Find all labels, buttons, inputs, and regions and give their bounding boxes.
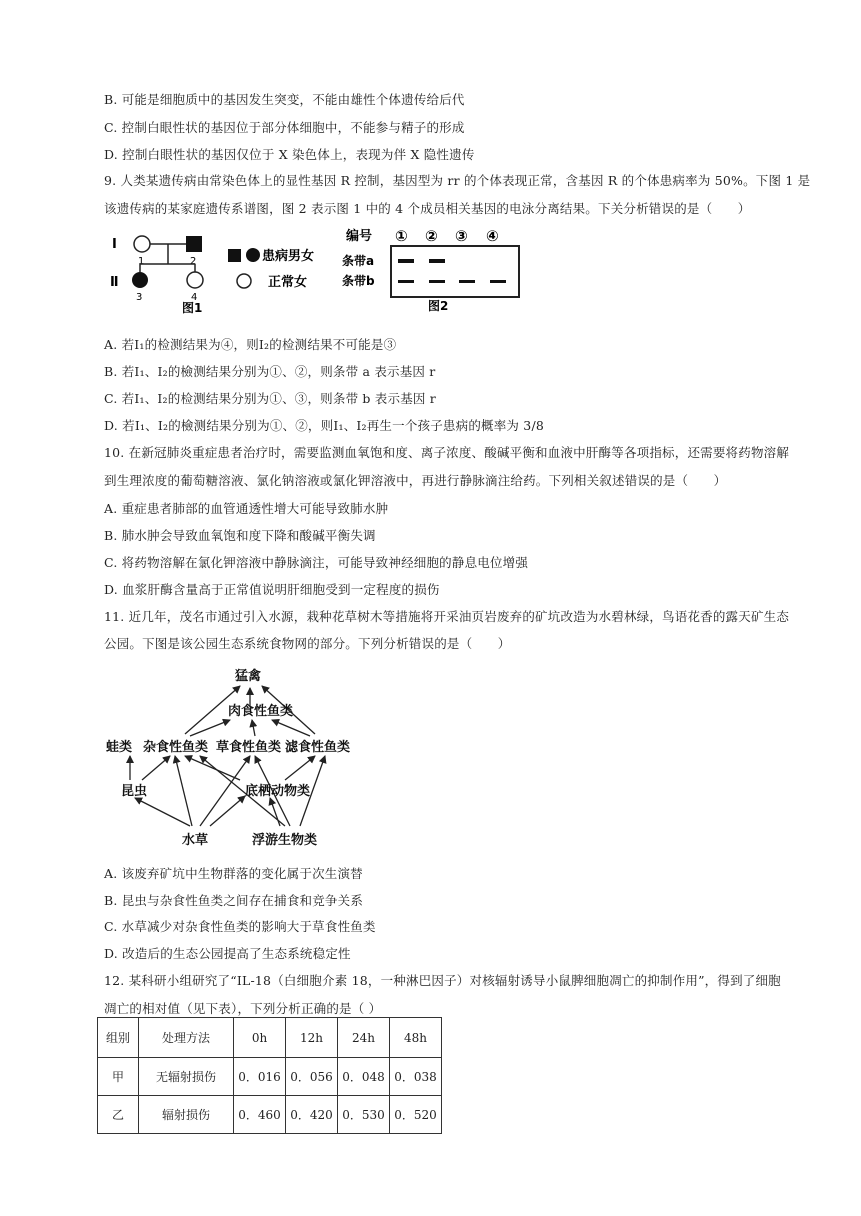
member-II4-normal-female-symbol: [187, 272, 203, 288]
q9-stem-line1: 9. 人类某遗传病由常染色体上的显性基因 R 控制，基因型为 rr 的个体表现正常，含基因 R 的个体患病率为 50%。下图 1 是: [104, 173, 811, 188]
band-b-lane-2: [429, 280, 445, 283]
member-II3-number: 3: [136, 292, 143, 303]
gel-box: [391, 246, 519, 297]
node-water-weed: 水草: [182, 833, 209, 848]
node-omnivorous-fish: 杂食性鱼类: [143, 740, 209, 755]
q11-stem-line2: 公园。下图是该公园生态系统食物网的部分。下列分析错误的是（ ）: [104, 636, 511, 651]
q10-option-c: C. 将药物溶解在氯化钾溶液中静脉滴注，可能导致神经细胞的静息电位增强: [104, 555, 529, 570]
q11-option-d: D. 改造后的生态公园提高了生态系统稳定性: [104, 946, 351, 961]
table-cell: 0．048: [338, 1058, 390, 1096]
table-cell: 甲: [98, 1058, 139, 1096]
electrophoresis-figure: [340, 222, 530, 314]
q8-option-c: C. 控制白眼性状的基因位于部分体细胞中，不能参与精子的形成: [104, 120, 465, 135]
band-a-lane-2: [429, 259, 445, 263]
lane-4-label: ④: [486, 227, 499, 245]
node-herbivorous-fish: 草食性鱼类: [216, 740, 282, 755]
node-raptor: 猛禽: [235, 669, 262, 684]
table-header-cell: 24h: [338, 1018, 390, 1058]
figure-1-caption: 图1: [182, 301, 203, 315]
legend-normal-female-icon: [237, 274, 251, 288]
legend-affected-label: 患病男女: [262, 249, 315, 264]
generation-2-label: Ⅱ: [110, 275, 119, 290]
arrow-weed-to-omnivorous: [175, 756, 192, 826]
generation-1-label: Ⅰ: [112, 237, 117, 252]
table-header-row: [98, 1018, 442, 1058]
legend-affected-male-icon: [228, 249, 241, 262]
member-II3-affected-female-symbol: [132, 272, 148, 288]
legend-affected-female-icon: [246, 248, 260, 262]
arrow-omnivorous-to-carnivorous: [190, 720, 230, 736]
q10-option-b: B. 肺水肿会导致血氧饱和度下降和酸碱平衡失调: [104, 528, 376, 543]
node-filter-feeding-fish: 滤食性鱼类: [285, 740, 351, 755]
band-b-lane-4: [490, 280, 506, 283]
table-cell: 辐射损伤: [139, 1096, 234, 1134]
q10-option-d: D. 血浆肝酶含量高于正常值说明肝细胞受到一定程度的损伤: [104, 582, 440, 597]
arrow-weed-to-benthic: [210, 796, 245, 826]
node-plankton: 浮游生物类: [252, 833, 318, 848]
member-I1-number: 1: [138, 256, 145, 267]
member-I2-affected-male-symbol: [186, 236, 202, 252]
pedigree-figure: [100, 226, 345, 316]
member-II4-number: 4: [191, 292, 198, 303]
q9-stem-line2: 该遗传病的某家庭遗传系谱图，图 2 表示图 1 中的 4 个成员相关基因的电泳分离结果。下关分析错误的是（ ）: [104, 201, 751, 216]
q10-stem-line2: 到生理浓度的葡萄糖溶液、氯化钠溶液或氯化钾溶液中，再进行静脉滴注给药。下列相关叙述错误的是（ ）: [104, 473, 727, 488]
table-cell: 0．038: [390, 1058, 442, 1096]
q9-option-a: A. 若Ⅰ₁的检测结果为④，则Ⅰ₂的检测结果不可能是③: [104, 337, 397, 352]
node-frog: 蛙类: [106, 740, 133, 755]
table-cell: 0．460: [234, 1096, 286, 1134]
arrow-weed-to-insect: [135, 798, 190, 826]
band-b-lane-3: [459, 280, 475, 283]
table-header-cell: 0h: [234, 1018, 286, 1058]
band-b-label: 条带b: [342, 274, 375, 288]
band-a-lane-1: [398, 259, 414, 263]
q11-option-c: C. 水草减少对杂食性鱼类的影响大于草食性鱼类: [104, 919, 376, 934]
q11-option-a: A. 该废弃矿坑中生物群落的变化属于次生演替: [104, 866, 363, 881]
node-benthic-animals: 底栖动物类: [245, 784, 311, 799]
table-row: [98, 1096, 442, 1134]
figure-2-caption: 图2: [428, 299, 449, 313]
apoptosis-results-table: [97, 1017, 442, 1134]
arrow-herbivorous-to-carnivorous: [252, 720, 255, 736]
food-web-diagram: [100, 658, 365, 854]
q8-option-d: D. 控制白眼性状的基因仅位于 X 染色体上，表现为伴 X 隐性遗传: [104, 147, 475, 162]
q10-stem-line1: 10. 在新冠肺炎重症患者治疗时，需要监测血氧饱和度、离子浓度、酸碱平衡和血液中肝酶等各项指标，还需要将药物溶解: [104, 445, 790, 460]
member-I1-normal-female-symbol: [134, 236, 150, 252]
table-cell: 0．016: [234, 1058, 286, 1096]
q9-option-b: B. 若Ⅰ₁、Ⅰ₂的檢测结果分别为①、②，则条带 a 表示基因 r: [104, 364, 436, 379]
arrow-insect-to-omnivorous: [142, 756, 170, 780]
table-header-cell: 组别: [98, 1018, 139, 1058]
legend-normal-label: 正常女: [268, 275, 308, 290]
node-insect: 昆虫: [121, 784, 148, 799]
lane-2-label: ②: [425, 227, 438, 245]
table-header-cell: 处理方法: [139, 1018, 234, 1058]
lane-1-label: ①: [395, 227, 408, 245]
q11-option-b: B. 昆虫与杂食性鱼类之间存在捕食和竞争关系: [104, 893, 364, 908]
q12-stem-line1: 12. 某科研小组研究了“IL-18（白细胞介素 18，一种淋巴因子）对核辐射诱导小鼠脾细胞凋亡的抑制作用”，得到了细胞: [104, 973, 781, 988]
table-header-cell: 12h: [286, 1018, 338, 1058]
q9-option-d: D. 若Ⅰ₁、Ⅰ₂的檢测结果分别为①、②，则Ⅰ₁、Ⅰ₂再生一个孩子患病的概率为 3/8: [104, 418, 545, 433]
table-row: [98, 1058, 442, 1096]
lane-3-label: ③: [455, 227, 468, 245]
table-cell: 乙: [98, 1096, 139, 1134]
lane-header-label: 编号: [346, 229, 373, 244]
arrow-filter-to-carnivorous: [272, 720, 310, 736]
q11-stem-line1: 11. 近几年，茂名市通过引入水源，栽种花草树木等措施将开采油页岩废弃的矿坑改造为水碧林绿，鸟语花香的露天矿生态: [104, 609, 790, 624]
arrow-benthic-to-omnivorous: [185, 756, 240, 780]
table-cell: 0．056: [286, 1058, 338, 1096]
q8-option-b: B. 可能是细胞质中的基因发生突变，不能由雄性个体遗传给后代: [104, 92, 465, 107]
band-b-lane-1: [398, 280, 414, 283]
node-carnivorous-fish: 肉食性鱼类: [228, 704, 294, 719]
table-cell: 0．420: [286, 1096, 338, 1134]
table-cell: 0．520: [390, 1096, 442, 1134]
member-I2-number: 2: [190, 256, 197, 267]
q9-option-c: C. 若Ⅰ₁、Ⅰ₂的检测结果分别为①、③，则条带 b 表示基因 r: [104, 391, 436, 406]
band-a-label: 条带a: [342, 254, 375, 268]
q12-stem-line2: 凋亡的相对值（见下表），下列分析正确的是（ ）: [104, 1001, 382, 1016]
arrow-benthic-to-filter: [285, 756, 315, 780]
table-cell: 0．530: [338, 1096, 390, 1134]
q10-option-a: A. 重症患者肺部的血管通透性增大可能导致肺水肿: [104, 501, 389, 516]
table-cell: 无辐射损伤: [139, 1058, 234, 1096]
table-header-cell: 48h: [390, 1018, 442, 1058]
